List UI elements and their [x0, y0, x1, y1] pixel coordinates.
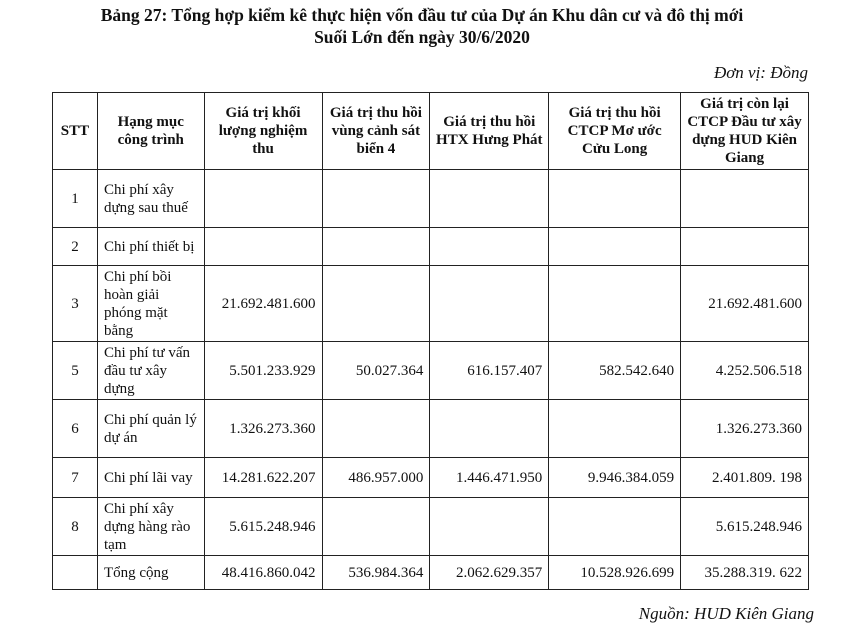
unit-label: Đơn vị: Đồng — [713, 63, 808, 82]
table-row — [53, 498, 809, 556]
cell-htx-recovery — [430, 400, 549, 458]
table-title — [0, 4, 844, 48]
table-row — [53, 266, 809, 342]
cell-stt: 8 — [53, 498, 98, 556]
cell-coast-guard-recovery — [322, 228, 430, 266]
cell-remaining-value: 1.326.273.360 — [681, 400, 809, 458]
cell-coast-guard-recovery: 486.957.000 — [322, 458, 430, 498]
table-row — [53, 400, 809, 458]
total-accepted-value: 48.416.860.042 — [204, 556, 322, 590]
cell-item: Chi phí tư vấn đầu tư xây dựng — [97, 342, 204, 400]
total-label: Tổng cộng — [97, 556, 204, 590]
cell-ctcp-recovery — [549, 266, 681, 342]
cell-item: Chi phí xây dựng sau thuế — [97, 170, 204, 228]
cell-remaining-value: 21.692.481.600 — [681, 266, 809, 342]
cell-ctcp-recovery: 582.542.640 — [549, 342, 681, 400]
total-ctcp-recovery: 10.528.926.699 — [549, 556, 681, 590]
cell-item: Chi phí bồi hoàn giải phóng mặt bằng — [97, 266, 204, 342]
cell-item: Chi phí thiết bị — [97, 228, 204, 266]
total-remaining-value: 35.288.319. 622 — [681, 556, 809, 590]
header-item: Hạng mục công trình — [97, 93, 204, 170]
header-accepted-value: Giá trị khối lượng nghiệm thu — [204, 93, 322, 170]
header-coast-guard-recovery: Giá trị thu hồi vùng cảnh sát biển 4 — [322, 93, 430, 170]
total-row — [53, 556, 809, 590]
cell-remaining-value: 5.615.248.946 — [681, 498, 809, 556]
total-htx-recovery: 2.062.629.357 — [430, 556, 549, 590]
cell-ctcp-recovery — [549, 228, 681, 266]
table-row — [53, 342, 809, 400]
table-row — [53, 170, 809, 228]
cell-stt: 5 — [53, 342, 98, 400]
header-remaining-value: Giá trị còn lại CTCP Đầu tư xây dựng HUD Kiên Giang — [681, 93, 809, 170]
table-row — [53, 228, 809, 266]
cell-stt: 7 — [53, 458, 98, 498]
cell-coast-guard-recovery — [322, 266, 430, 342]
investment-table — [52, 92, 809, 590]
header-stt: STT — [53, 93, 98, 170]
cell-accepted-value — [204, 228, 322, 266]
title-line-2: Suối Lớn đến ngày 30/6/2020 — [314, 27, 530, 47]
cell-ctcp-recovery — [549, 498, 681, 556]
cell-coast-guard-recovery — [322, 498, 430, 556]
header-htx-recovery: Giá trị thu hồi HTX Hưng Phát — [430, 93, 549, 170]
cell-remaining-value — [681, 170, 809, 228]
cell-accepted-value — [204, 170, 322, 228]
cell-item: Chi phí lãi vay — [97, 458, 204, 498]
cell-accepted-value: 1.326.273.360 — [204, 400, 322, 458]
cell-htx-recovery — [430, 266, 549, 342]
cell-accepted-value: 5.615.248.946 — [204, 498, 322, 556]
cell-accepted-value: 21.692.481.600 — [204, 266, 322, 342]
cell-item: Chi phí quản lý dự án — [97, 400, 204, 458]
total-coast-guard-recovery: 536.984.364 — [322, 556, 430, 590]
header-ctcp-recovery: Giá trị thu hồi CTCP Mơ ước Cửu Long — [549, 93, 681, 170]
cell-accepted-value: 14.281.622.207 — [204, 458, 322, 498]
cell-coast-guard-recovery — [322, 170, 430, 228]
cell-remaining-value: 4.252.506.518 — [681, 342, 809, 400]
cell-htx-recovery — [430, 228, 549, 266]
header-row — [53, 93, 809, 170]
title-line-1: Bảng 27: Tổng hợp kiểm kê thực hiện vốn đầu tư của Dự án Khu dân cư và đô thị mới — [100, 5, 744, 25]
cell-htx-recovery: 1.446.471.950 — [430, 458, 549, 498]
cell-htx-recovery — [430, 170, 549, 228]
cell-remaining-value: 2.401.809. 198 — [681, 458, 809, 498]
cell-stt: 3 — [53, 266, 98, 342]
cell-htx-recovery: 616.157.407 — [430, 342, 549, 400]
cell-stt: 1 — [53, 170, 98, 228]
cell-htx-recovery — [430, 498, 549, 556]
cell-stt: 2 — [53, 228, 98, 266]
cell-item: Chi phí xây dựng hàng rào tạm — [97, 498, 204, 556]
source-note: Nguồn: HUD Kiên Giang — [638, 604, 814, 623]
cell-accepted-value: 5.501.233.929 — [204, 342, 322, 400]
cell-ctcp-recovery — [549, 170, 681, 228]
cell-coast-guard-recovery: 50.027.364 — [322, 342, 430, 400]
cell-stt: 6 — [53, 400, 98, 458]
cell-remaining-value — [681, 228, 809, 266]
cell-ctcp-recovery — [549, 400, 681, 458]
cell-coast-guard-recovery — [322, 400, 430, 458]
total-stt — [53, 556, 98, 590]
cell-ctcp-recovery: 9.946.384.059 — [549, 458, 681, 498]
table-row — [53, 458, 809, 498]
